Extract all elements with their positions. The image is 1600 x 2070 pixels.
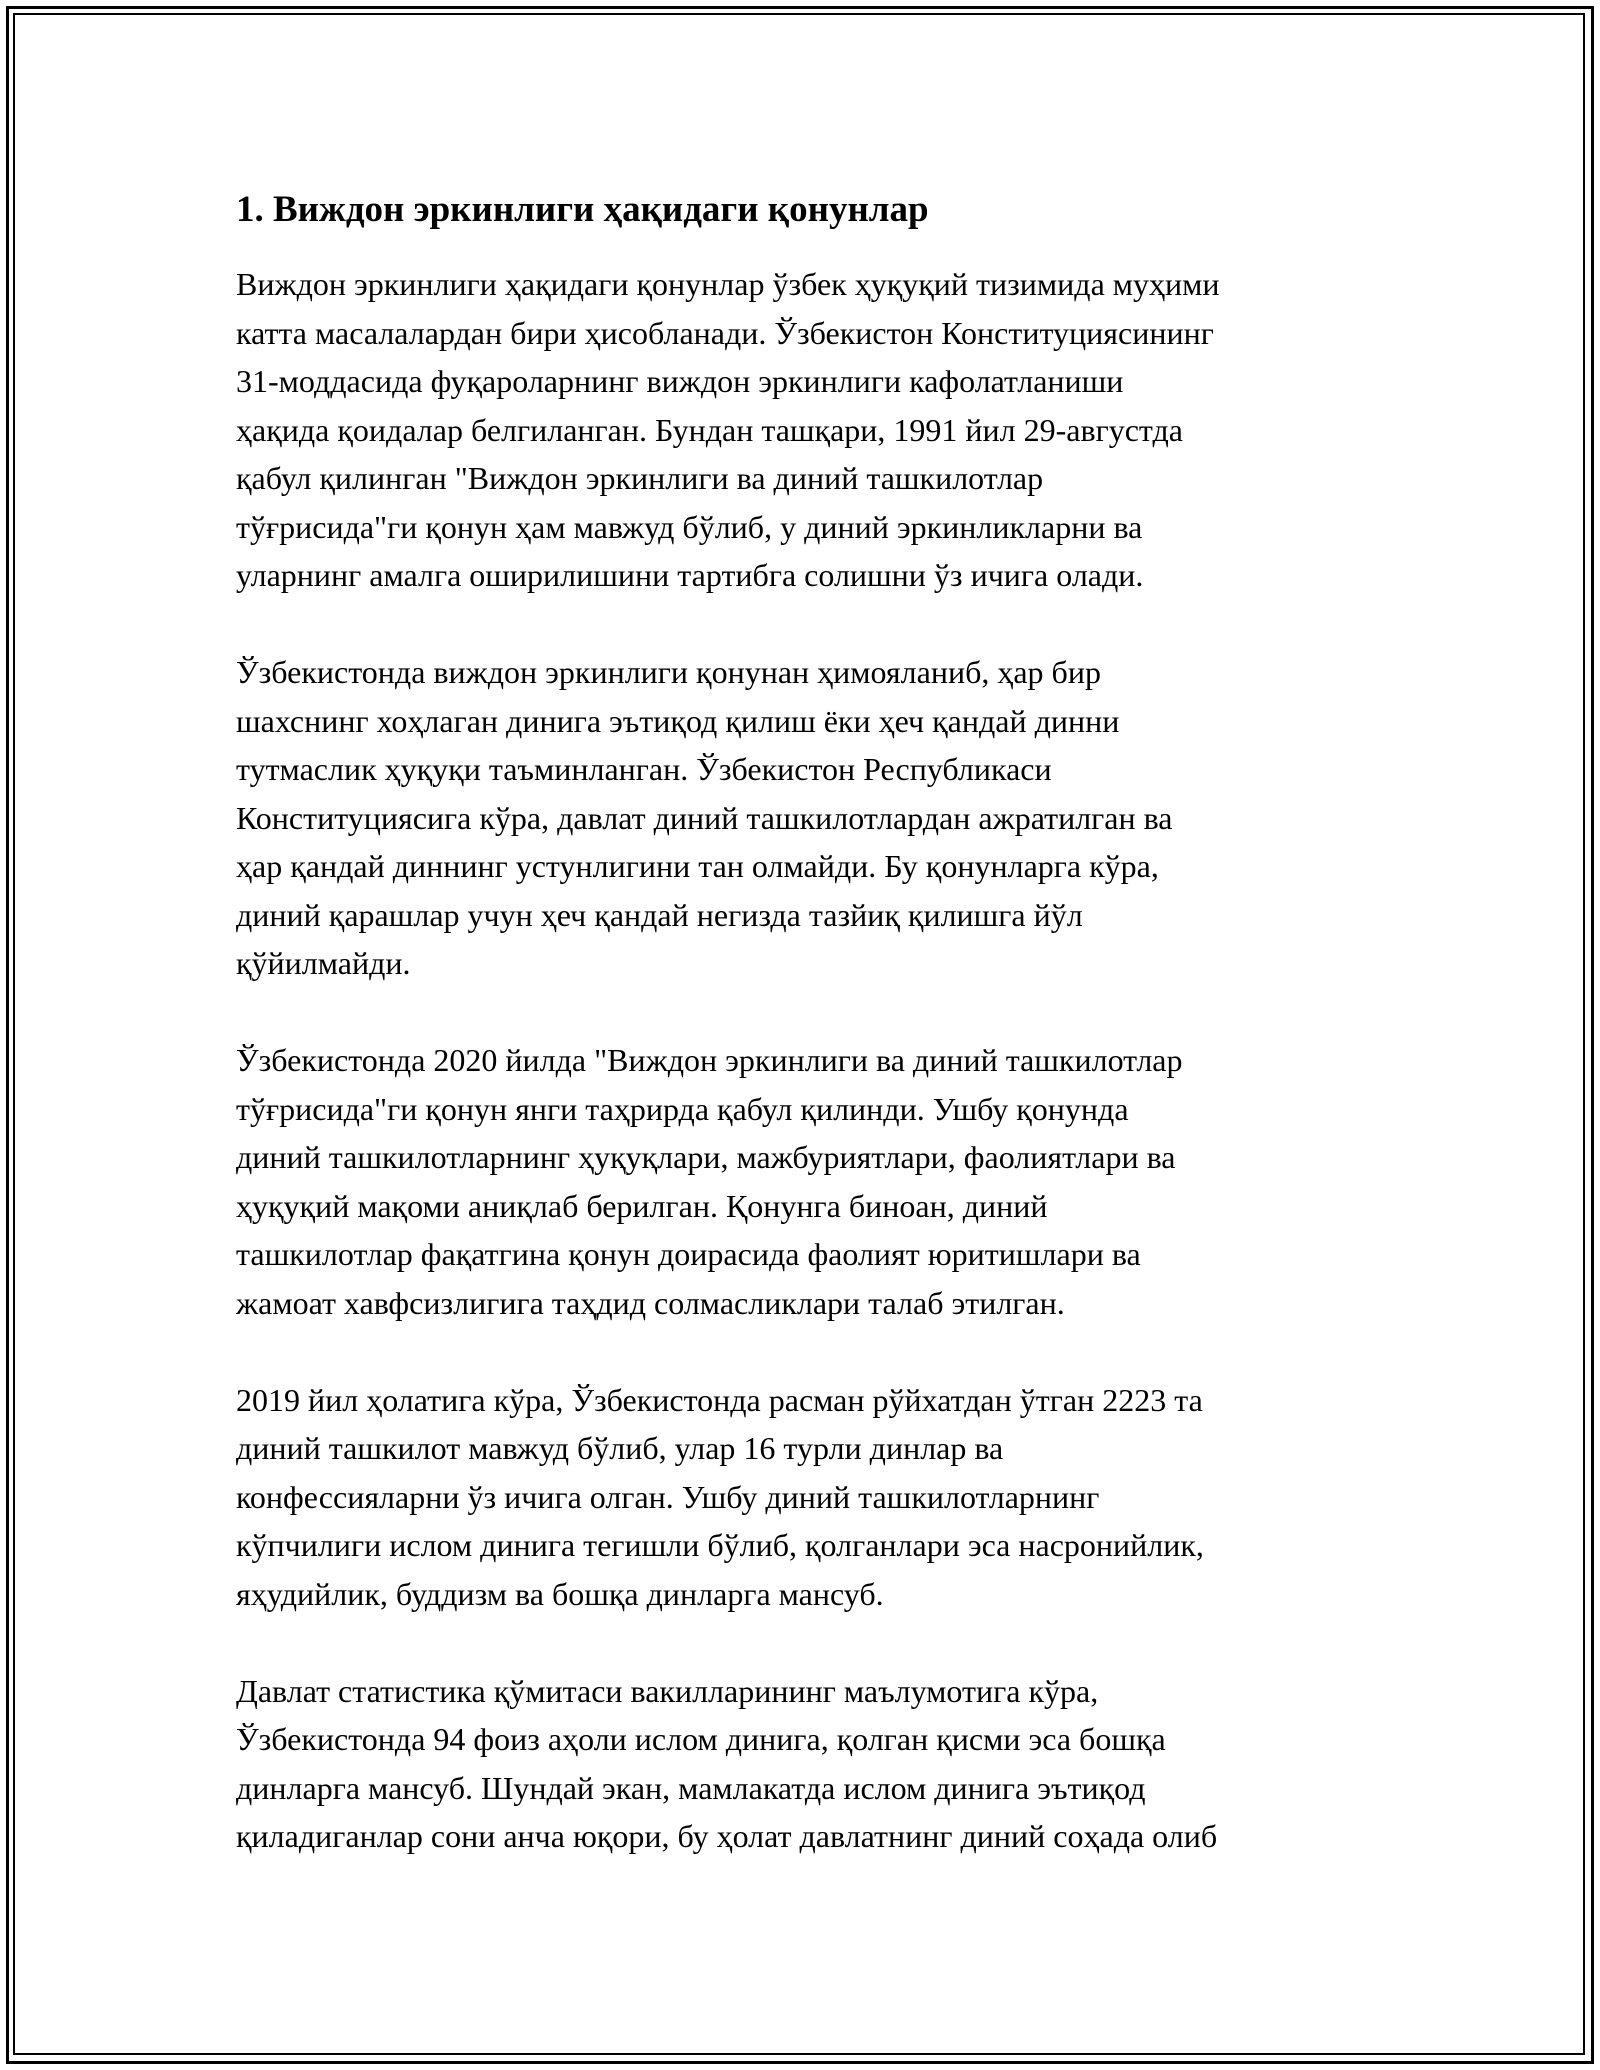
paragraph-1: Виждон эркинлиги ҳақидаги қонунлар ўзбек ҳуқуқий тизимида муҳими катта масалалардан бири ҳисобланади. Ўзбекистон Конституциясининг 31-моддасида фуқароларнинг виждон эркинлиги кафолатланиши ҳақида қоидалар белгиланган. Бундан ташқари, 1991 йил 29-августда қабул қилинган "Виждон эркинлиги ва диний ташкилотлар тўғрисида"ги қонун ҳам мавжуд бўлиб, у диний эркинликларни ва уларнинг амалга оширилишини тартибга солишни ўз ичига олади. — [236, 266, 1220, 593]
document-body — [236, 186, 1376, 1861]
paragraph-2: Ўзбекистонда виждон эркинлиги қонунан ҳимояланиб, ҳар бир шахснинг хоҳлаган динига эътиқод қилиш ёки ҳеч қандай динни тутмаслик ҳуқуқи таъминланган. Ўзбекистон Республикаси Конституциясига кўра, давлат диний ташкилотлардан ажратилган ва ҳар қандай диннинг устунлигини тан олмайди. Бу қонунларга кўра, диний қарашлар учун ҳеч қандай негизда тазйиқ қилишга йўл қўйилмайди. — [236, 654, 1173, 981]
paragraph-5: Давлат статистика қўмитаси вакилларининг маълумотига кўра, Ўзбекистонда 94 фоиз аҳоли ислом динига, қолган қисми эса бошқа динларга мансуб. Шундай экан, мамлакатда ислом динига эътиқод қиладиганлар сони анча юқори, бу ҳолат давлатнинг диний соҳада олиб — [236, 1672, 1218, 1854]
section-heading: 1. Виждон эркинлиги ҳақидаги қонунлар — [236, 189, 929, 230]
paragraph-3: Ўзбекистонда 2020 йилда "Виждон эркинлиги ва диний ташкилотлар тўғрисида"ги қонун янги таҳрирда қабул қилинди. Ушбу қонунда диний ташкилотларнинг ҳуқуқлари, мажбуриятлари, фаолиятлари ва ҳуқуқий мақоми аниқлаб берилган. Қонунга биноан, диний ташкилотлар фақатгина қонун доирасида фаолият юритишлари ва жамоат хавфсизлигига таҳдид солмасликлари талаб этилган. — [236, 1042, 1183, 1321]
paragraph-4: 2019 йил ҳолатига кўра, Ўзбекистонда расман рўйхатдан ўтган 2223 та диний ташкилот мавжуд бўлиб, улар 16 турли динлар ва конфессияларни ўз ичига олган. Ушбу диний ташкилотларнинг кўпчилиги ислом динига тегишли бўлиб, қолганлари эса насронийлик, яҳудийлик, буддизм ва бошқа динларга мансуб. — [236, 1381, 1204, 1612]
